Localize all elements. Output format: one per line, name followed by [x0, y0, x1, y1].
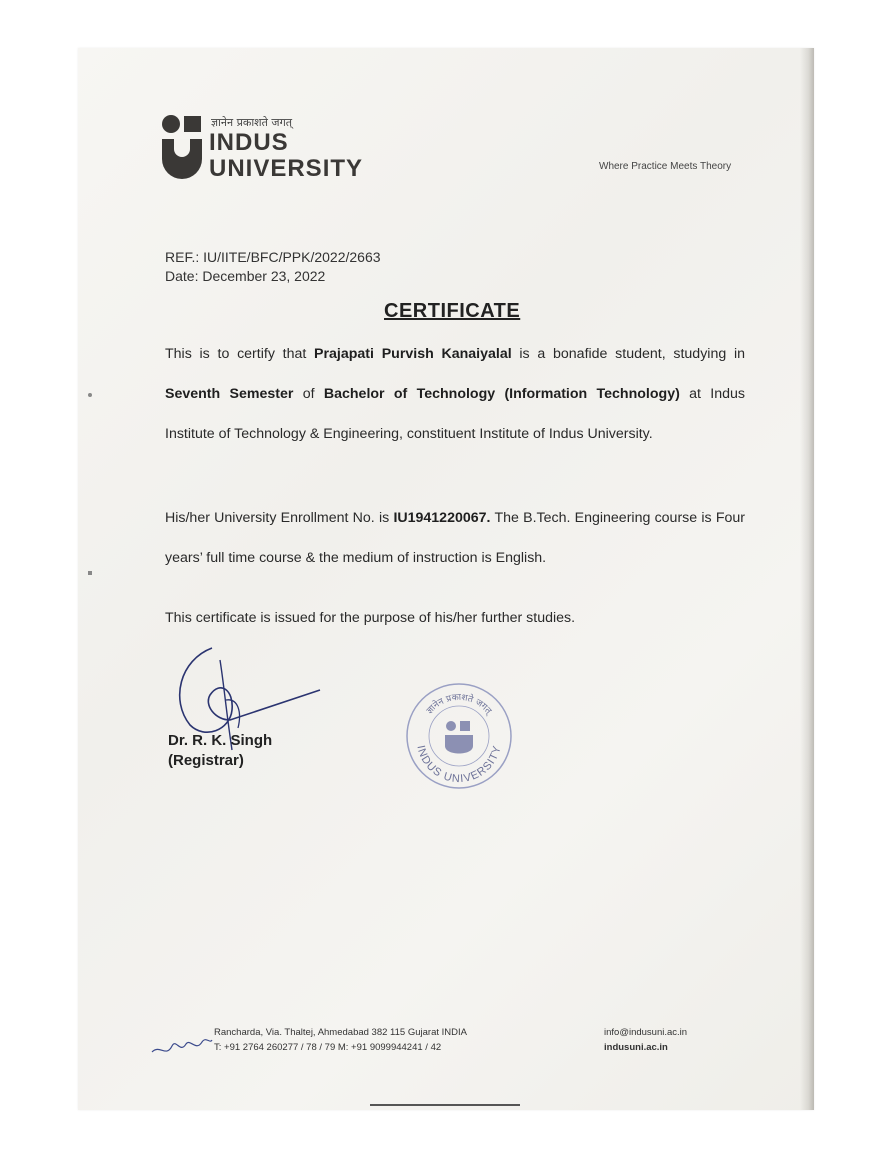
scan-speck	[88, 393, 92, 397]
reference-number: REF.: IU/IITE/BFC/PPK/2022/2663	[165, 249, 381, 265]
seal-top-text: ज्ञानेन प्रकाशते जगत्	[425, 692, 494, 717]
footer-address-block	[214, 1025, 467, 1055]
logo-mark-icon	[162, 113, 204, 181]
issue-date: Date: December 23, 2022	[165, 268, 326, 284]
text-span: at Indus Institute of Technology & Engineering, constituent Institute of Indus University.	[165, 386, 745, 442]
motto: Where Practice Meets Theory	[599, 161, 732, 172]
certificate-sheet	[78, 48, 814, 1110]
footer-contact-block	[604, 1025, 687, 1055]
enrollment-paragraph	[165, 498, 745, 578]
student-name: Prajapati Purvish Kanaiyalal	[314, 346, 512, 362]
footer-address: Rancharda, Via. Thaltej, Ahmedabad 382 115 Gujarat INDIA	[214, 1027, 467, 1038]
footer-phones: T: +91 2764 260277 / 78 / 79 M: +91 9099944241 / 42	[214, 1042, 442, 1053]
scan-bottom-line	[370, 1104, 520, 1106]
text-span: of	[293, 386, 324, 402]
seal-bottom-text: INDUS UNIVERSITY	[414, 743, 504, 786]
signatory-role: (Registrar)	[168, 752, 244, 769]
footer-initials	[150, 1030, 214, 1058]
text-span: is a bonafide student, studying in	[511, 346, 745, 362]
text-span: The B.Tech. Engineering course is Four years’ full time course & the medium of instruction is English.	[165, 510, 746, 566]
signatory-name: Dr. R. K. Singh	[168, 732, 273, 749]
program-name: Bachelor of Technology (Information Technology)	[323, 386, 680, 402]
purpose-paragraph: This certificate is issued for the purpose of his/her further studies.	[165, 610, 576, 626]
scan-speck	[88, 571, 92, 575]
page-title: CERTIFICATE	[384, 300, 521, 322]
logo-text-indus: INDUS	[209, 129, 289, 156]
university-seal	[403, 680, 515, 792]
footer-website: indusuni.ac.in	[604, 1042, 668, 1053]
svg-text:ज्ञानेन प्रकाशते जगत्	[425, 692, 494, 717]
certification-paragraph	[165, 334, 745, 454]
paper-edge-shadow	[800, 48, 814, 1110]
text-span: This is to certify that	[165, 346, 315, 362]
hindi-tagline: ज्ञानेन प्रकाशते जगत्	[211, 116, 293, 129]
enrollment-number: IU1941220067.	[393, 510, 491, 526]
footer-email: info@indusuni.ac.in	[604, 1027, 688, 1038]
text-span: His/her University Enrollment No. is	[165, 510, 394, 526]
logo-text-university: UNIVERSITY	[209, 155, 364, 182]
semester: Seventh Semester	[165, 386, 294, 402]
university-logo	[162, 113, 392, 185]
reference-block	[165, 248, 381, 286]
